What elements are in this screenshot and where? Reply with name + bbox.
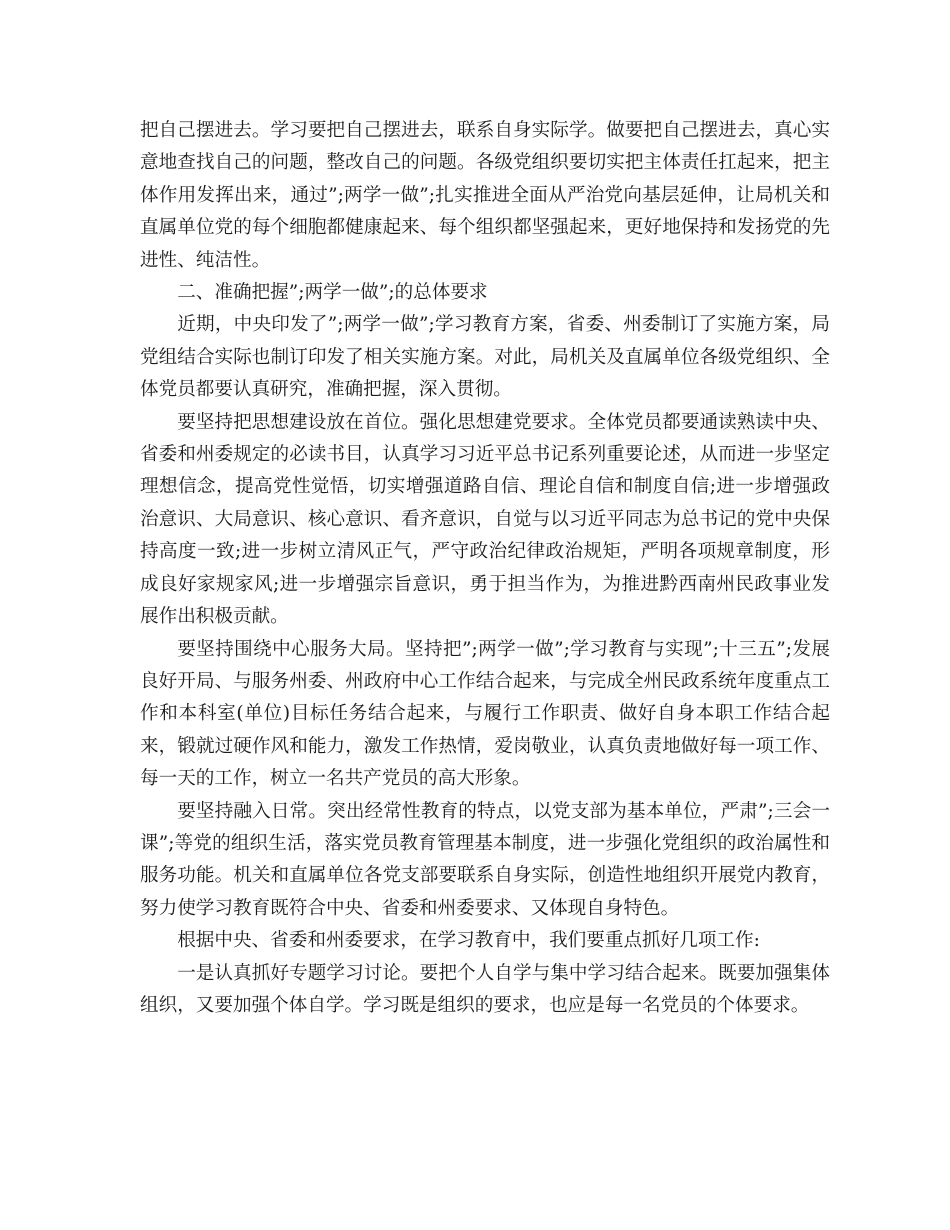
paragraph: 要坚持融入日常。突出经常性教育的特点，以党支部为基本单位，严肃”;三会一课”;等党的组织生活，落实党员教育管理基本制度，进一步强化党组织的政治属性和服务功能。机关和直属单位各党支部要联系自身实际，创造性地组织开展党内教育，努力使学习教育既符合中央、省委和州委要求、又体现自身特色。 bbox=[140, 800, 830, 919]
document-body bbox=[140, 115, 830, 1022]
paragraph: 要坚持把思想建设放在首位。强化思想建党要求。全体党员都要通读熟读中央、省委和州委规定的必读书目，认真学习习近平总书记系列重要论述，从而进一步坚定理想信念，提高党性觉悟，切实增强道路自信、理论自信和制度自信;进一步增强政治意识、大局意识、核心意识、看齐意识，自觉与以习近平同志为总书记的党中央保持高度一致;进一步树立清风正气，严守政治纪律政治规矩，严明各项规章制度，形成良好家规家风;进一步增强宗旨意识，勇于担当作为，为推进黔西南州民政事业发展作出积极贡献。 bbox=[140, 411, 830, 628]
paragraph: 要坚持围绕中心服务大局。坚持把”;两学一做”;学习教育与实现”;十三五”;发展良好开局、与服务州委、州政府中心工作结合起来，与完成全州民政系统年度重点工作和本科室(单位)目标任务结合起来，与履行工作职责、做好自身本职工作结合起来，锻就过硬作风和能力，激发工作热情，爱岗敬业，认真负责地做好每一项工作、每一天的工作，树立一名共产党员的高大形象。 bbox=[140, 638, 830, 790]
paragraph: 根据中央、省委和州委要求，在学习教育中，我们要重点抓好几项工作: bbox=[177, 930, 760, 952]
paragraph: 近期，中央印发了”;两学一做”;学习教育方案，省委、州委制订了实施方案，局党组结合实际也制订印发了相关实施方案。对此，局机关及直属单位各级党组织、全体党员都要认真研究，准确把握，深入贯彻。 bbox=[140, 314, 830, 401]
paragraph: 一是认真抓好专题学习讨论。要把个人自学与集中学习结合起来。既要加强集体组织，又要加强个体自学。学习既是组织的要求，也应是每一名党员的个体要求。 bbox=[140, 962, 830, 1016]
section-heading: 二、准确把握”;两学一做”;的总体要求 bbox=[177, 282, 488, 304]
paragraph-continuation: 把自己摆进去。学习要把自己摆进去，联系自身实际学。做要把自己摆进去，真心实意地查找自己的问题，整改自己的问题。各级党组织要切实把主体责任扛起来，把主体作用发挥出来，通过”;两学一做”;扎实推进全面从严治党向基层延伸，让局机关和直属单位党的每个细胞都健康起来、每个组织都坚强起来，更好地保持和发扬党的先进性、纯洁性。 bbox=[140, 120, 830, 271]
